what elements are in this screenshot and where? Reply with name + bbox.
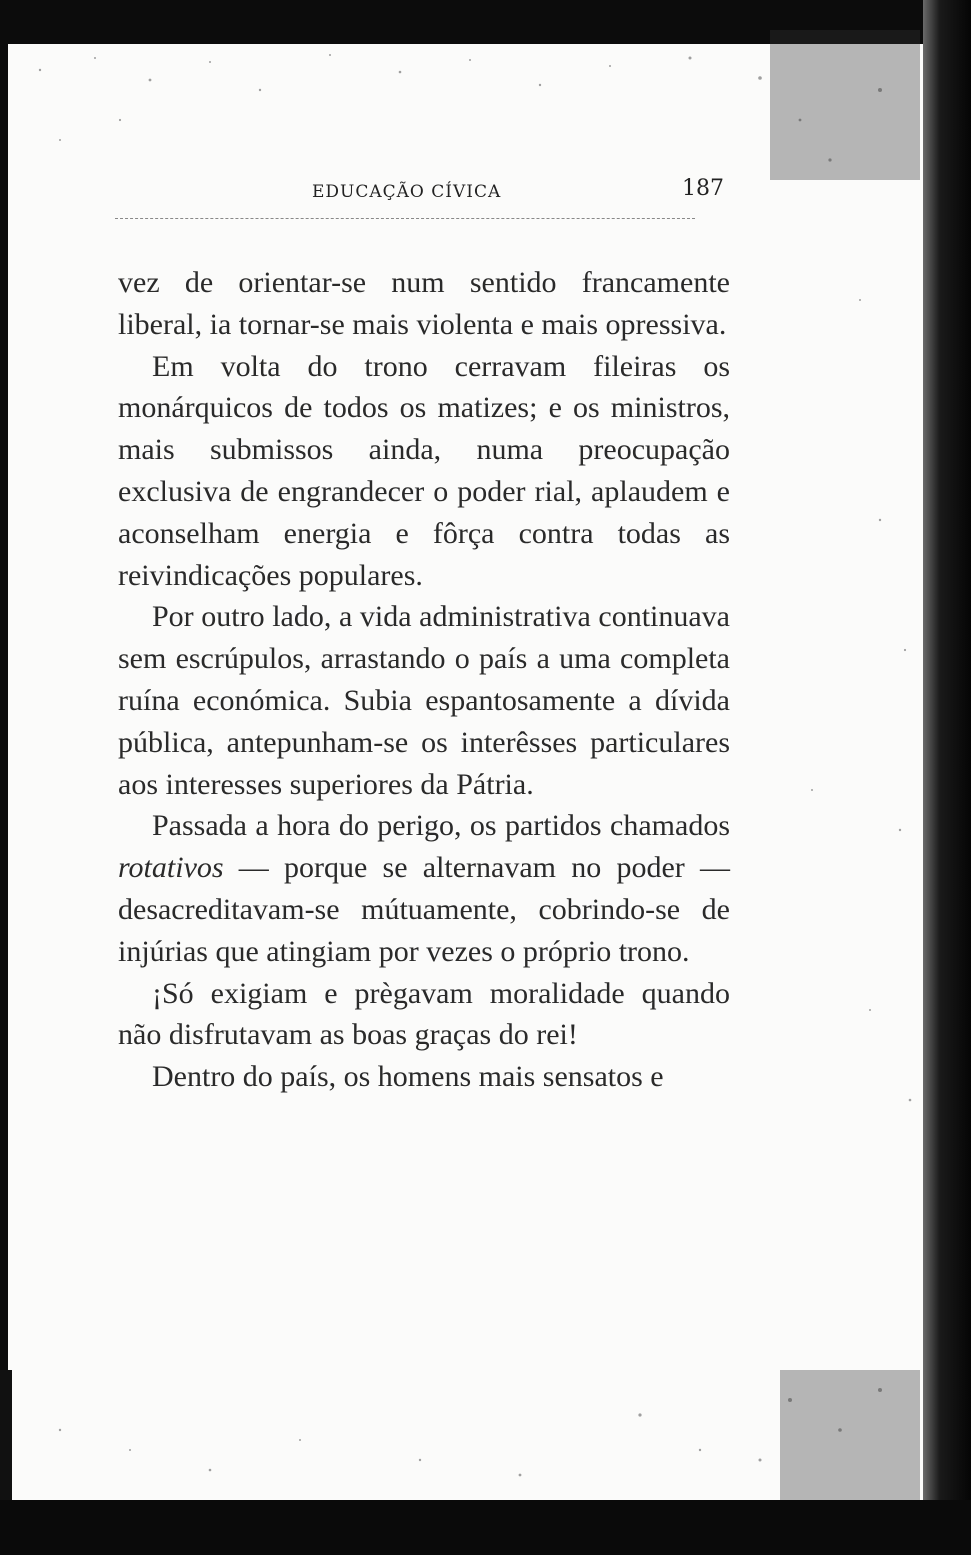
paragraph-3: Por outro lado, a vida administrativa continuava sem escrúpulos, arrastando o país a uma completa ruína económica. Subia espantosamente a dívida pública, antepunham-se os interêsses particulares aos interesses superiores da Pátria.	[118, 600, 730, 801]
scan-border-top	[0, 0, 971, 44]
scan-border-left	[0, 0, 8, 1555]
header-rule	[115, 218, 695, 219]
paragraph-4-end: — porque se alternavam no poder — desacreditavam-se mútuamente, cobrindo-se de injúrias que atingiam por vezes o próprio trono.	[118, 851, 730, 968]
body-text	[118, 262, 730, 1098]
running-title: EDUCAÇÃO CÍVICA	[312, 182, 502, 202]
page-header	[312, 176, 724, 210]
paragraph-5: ¡Só exigiam e prègavam moralidade quando não disfrutavam as boas graças do rei!	[118, 976, 730, 1052]
paragraph-4-start: Passada a hora do perigo, os partidos chamados	[152, 809, 730, 843]
page-number: 187	[682, 176, 724, 201]
scan-border-bottom	[0, 1500, 971, 1555]
paragraph-1: vez de orientar-se num sentido francamente liberal, ia tornar-se mais violenta e mais opressiva.	[118, 266, 730, 341]
paragraph-2: Em volta do trono cerravam fileiras os monárquicos de todos os matizes; e os ministros, mais submissos ainda, numa preocupação exclusiva de engrandecer o poder rial, aplaudem e aconselham energia e fôrça contra todas as reivindicações populares.	[118, 349, 730, 592]
paragraph-4	[118, 805, 730, 972]
italic-term: rotativos	[118, 851, 224, 885]
scan-border-right	[923, 0, 971, 1555]
paragraph-6: Dentro do país, os homens mais sensatos e	[152, 1060, 664, 1094]
